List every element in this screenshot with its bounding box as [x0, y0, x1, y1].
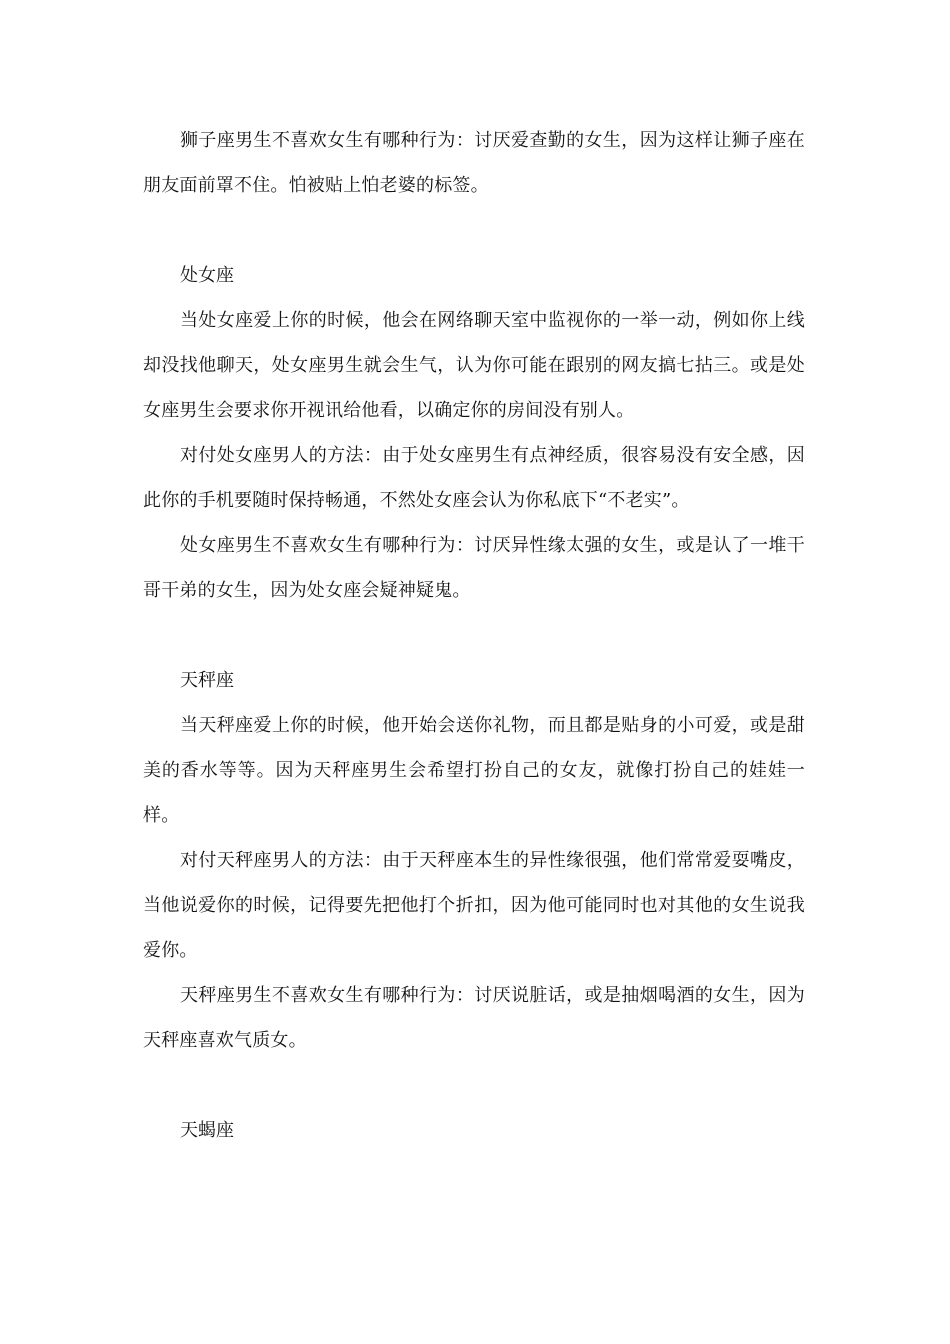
leo-dislike-paragraph: 狮子座男生不喜欢女生有哪种行为：讨厌爱查勤的女生，因为这样让狮子座在朋友面前罩不住。怕被贴上怕老婆的标签。: [143, 130, 805, 196]
scorpio-section: [143, 1108, 805, 1153]
virgo-love-paragraph: 当处女座爱上你的时候，他会在网络聊天室中监视你的一举一动，例如你上线却没找他聊天，处女座男生就会生气，认为你可能在跟别的网友搞七拈三。或是处女座男生会要求你开视讯给他看，以确定你的房间没有别人。: [143, 310, 805, 421]
virgo-heading: 处女座: [180, 265, 234, 286]
virgo-dislike-paragraph: 处女座男生不喜欢女生有哪种行为：讨厌异性缘太强的女生，或是认了一堆干哥干弟的女生，因为处女座会疑神疑鬼。: [143, 535, 805, 601]
libra-method-paragraph: 对付天秤座男人的方法：由于天秤座本生的异性缘很强，他们常常爱耍嘴皮，当他说爱你的时候，记得要先把他打个折扣，因为他可能同时也对其他的女生说我爱你。: [143, 850, 805, 961]
virgo-section: [143, 253, 805, 613]
scorpio-heading: 天蝎座: [180, 1120, 234, 1141]
libra-love-paragraph: 当天秤座爱上你的时候，他开始会送你礼物，而且都是贴身的小可爱，或是甜美的香水等等。因为天秤座男生会希望打扮自己的女友，就像打扮自己的娃娃一样。: [143, 715, 805, 826]
libra-dislike-paragraph: 天秤座男生不喜欢女生有哪种行为：讨厌说脏话，或是抽烟喝酒的女生，因为天秤座喜欢气质女。: [143, 985, 805, 1051]
virgo-method-paragraph: 对付处女座男人的方法：由于处女座男生有点神经质，很容易没有安全感，因此你的手机要随时保持畅通，不然处女座会认为你私底下“不老实”。: [143, 445, 805, 511]
leo-section: [143, 118, 805, 208]
libra-heading: 天秤座: [180, 670, 234, 691]
libra-section: [143, 658, 805, 1063]
